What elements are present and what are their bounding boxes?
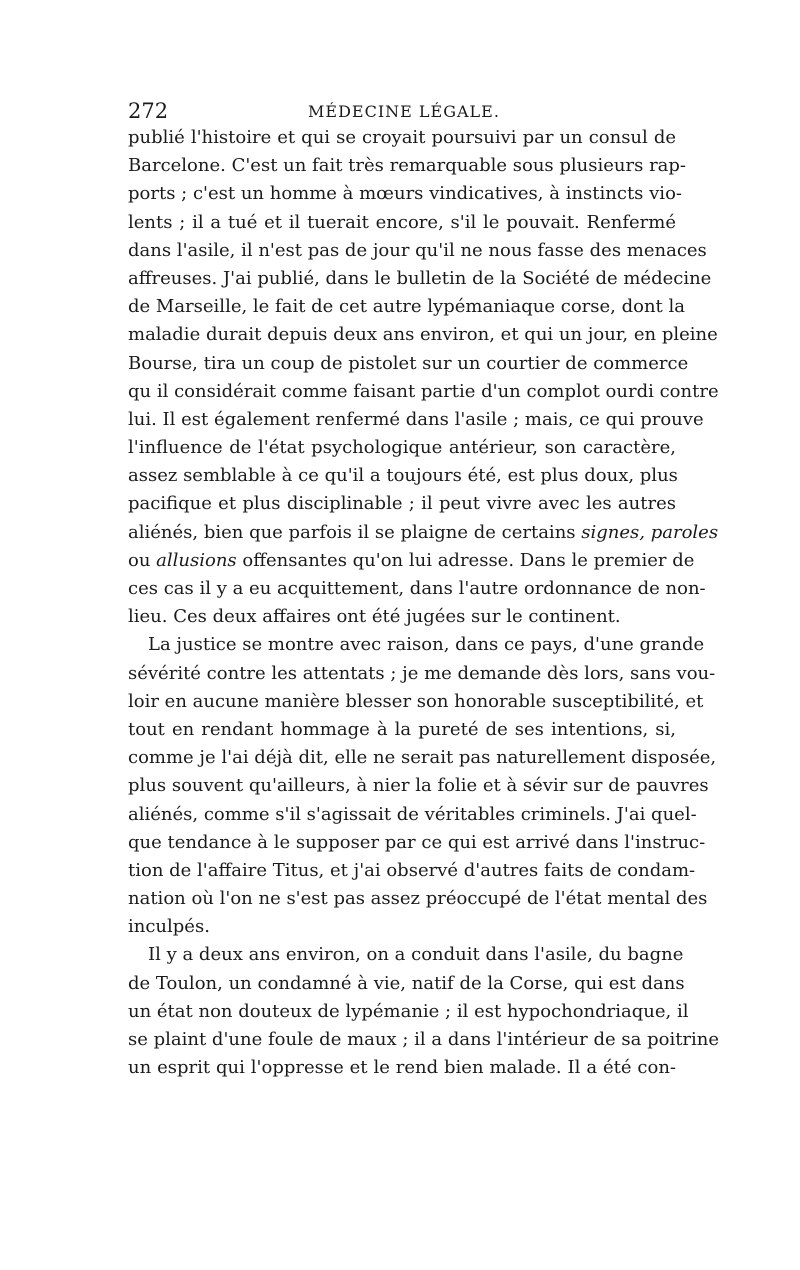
text-line: ports ; c'est un homme à mœurs vindicatives, à instincts vio- bbox=[128, 183, 682, 205]
text-line: pacifique et plus disciplinable ; il peut vivre avec les autres bbox=[128, 493, 676, 515]
text-line: nation où l'on ne s'est pas assez préoccupé de l'état mental des bbox=[128, 888, 708, 910]
text-line: sévérité contre les attentats ; je me demande dès lors, sans vou- bbox=[128, 662, 716, 684]
text-line: tion de l'affaire Titus, et j'ai observé d'autres faits de condam- bbox=[128, 859, 696, 881]
text-line: loir en aucune manière blesser son honorable susceptibilité, et bbox=[128, 690, 704, 712]
text-line: lui. Il est également renfermé dans l'asile ; mais, ce qui prouve bbox=[128, 408, 704, 430]
paragraph-first-line: Il y a deux ans environ, on a conduit dans l'asile, du bagne bbox=[148, 944, 684, 966]
page-number: 272 bbox=[128, 99, 169, 123]
text-line: ces cas il y a eu acquittement, dans l'autre ordonnance de non- bbox=[128, 578, 706, 599]
text-line: lieu. Ces deux affaires ont été jugées sur le continent. bbox=[128, 606, 621, 628]
text-line: Barcelone. C'est un fait très remarquable sous plusieurs rap- bbox=[128, 155, 687, 177]
text-line: comme je l'ai déjà dit, elle ne serait pas naturellement disposée, bbox=[128, 747, 717, 769]
text-line: aliénés, comme s'il s'agissait de véritables criminels. J'ai quel- bbox=[128, 803, 697, 825]
text-line: qu il considérait comme faisant partie d'un complot ourdi contre bbox=[128, 380, 719, 402]
paragraph-first-line: La justice se montre avec raison, dans ce pays, d'une grande bbox=[148, 634, 705, 656]
text-line: un esprit qui l'oppresse et le rend bien malade. Il a été con- bbox=[128, 1057, 676, 1079]
text-line: affreuses. J'ai publié, dans le bulletin de la Société de médecine bbox=[128, 267, 712, 289]
body-text bbox=[128, 124, 720, 1082]
text-line: se plaint d'une foule de maux ; il a dans l'intérieur de sa poitrine bbox=[128, 1029, 720, 1050]
text-line: l'influence de l'état psychologique antérieur, son caractère, bbox=[128, 437, 676, 459]
text-line: un état non douteux de lypémanie ; il est hypochondriaque, il bbox=[128, 1000, 689, 1022]
italic-word: paroles bbox=[650, 521, 719, 543]
text-line: Bourse, tira un coup de pistolet sur un courtier de commerce bbox=[128, 352, 689, 374]
text-line: tout en rendant hommage à la pureté de ses intentions, si, bbox=[128, 718, 676, 740]
text-line: inculpés. bbox=[128, 916, 210, 938]
italic-word: allusions bbox=[156, 549, 237, 571]
text-line-with-italics: ou allusions offensantes qu'on lui adresse. Dans le premier de bbox=[128, 549, 695, 571]
text-line: lents ; il a tué et il tuerait encore, s'il le pouvait. Renfermé bbox=[128, 211, 676, 233]
text-line-with-italics: aliénés, bien que parfois il se plaigne de certains signes, paroles bbox=[128, 521, 719, 543]
text-line: de Marseille, le fait de cet autre lypémaniaque corse, dont la bbox=[128, 296, 685, 318]
text-line: publié l'histoire et qui se croyait poursuivi par un consul de bbox=[128, 127, 676, 148]
text-line: plus souvent qu'ailleurs, à nier la folie et à sévir sur de pauvres bbox=[128, 775, 709, 797]
text-line: dans l'asile, il n'est pas de jour qu'il ne nous fasse des menaces bbox=[128, 239, 707, 261]
text-line: assez semblable à ce qu'il a toujours été, est plus doux, plus bbox=[128, 465, 678, 487]
italic-word: signes, bbox=[581, 521, 645, 543]
running-title: MÉDECINE LÉGALE. bbox=[308, 102, 500, 121]
text-line: de Toulon, un condamné à vie, natif de la Corse, qui est dans bbox=[128, 972, 685, 994]
text-line: que tendance à le supposer par ce qui est arrivé dans l'instruc- bbox=[128, 831, 706, 853]
running-head bbox=[128, 97, 676, 125]
text-line: maladie durait depuis deux ans environ, et qui un jour, en pleine bbox=[128, 324, 718, 346]
